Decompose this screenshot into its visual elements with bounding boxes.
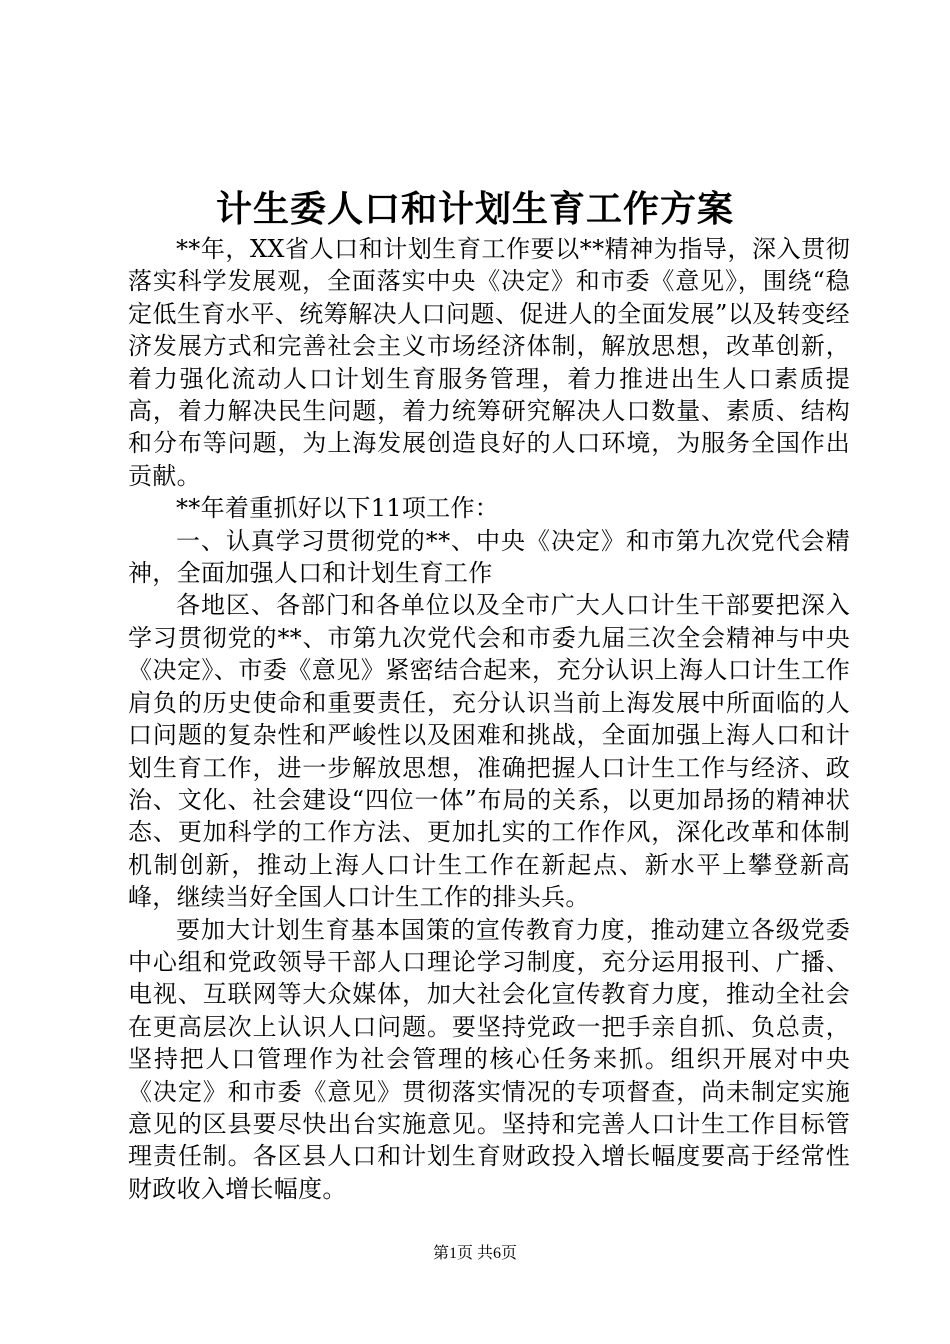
- page-number-footer: 第1页 共6页: [432, 1245, 517, 1262]
- document-title: 计生委人口和计划生育工作方案: [215, 188, 734, 230]
- paragraph-intro: **年，XX省人口和计划生育工作要以**精神为指导，深入贯彻落实科学发展观，全面落实中央《决定》和市委《意见》，围绕“稳定低生育水平、统筹解决人口问题、促进人的全面发展”以及转变经济发展方式和完善社会主义市场经济体制，解放思想，改革创新，着力强化流动人口计划生育服务管理，着力推进出生人口素质提高，着力解决民生问题，着力统筹研究解决人口数量、素质、结构和分布等问题，为上海发展创造良好的人口环境，为服务全国作出贡献。: [128, 235, 850, 490]
- paragraph-section-1-propaganda: 要加大计划生育基本国策的宣传教育力度，推动建立各级党委中心组和党政领导干部人口理论学习制度，充分运用报刊、广播、电视、互联网等大众媒体，加大社会化宣传教育力度，推动全社会在更高层次上认识人口问题。要坚持党政一把手亲自抓、负总责，坚持把人口管理作为社会管理的核心任务来抓。组织开展对中央《决定》和市委《意见》贯彻落实情况的专项督查，尚未制定实施意见的区县要尽快出台实施意见。坚持和完善人口计生工作目标管理责任制。各区县人口和计划生育财政投入增长幅度要高于经常性财政收入增长幅度。: [128, 915, 850, 1203]
- paragraph-section-1-body: 各地区、各部门和各单位以及全市广大人口计生干部要把深入学习贯彻党的**、市第九次党代会和市委九届三次全会精神与中央《决定》、市委《意见》紧密结合起来，充分认识上海人口计生工作肩负的历史使命和重要责任，充分认识当前上海发展中所面临的人口问题的复杂性和严峻性以及困难和挑战，全面加强上海人口和计划生育工作，进一步解放思想，准确把握人口计生工作与经济、政治、文化、社会建设“四位一体”布局的关系，以更加昂扬的精神状态、更加科学的工作方法、更加扎实的工作作风，深化改革和体制机制创新，推动上海人口计生工作在新起点、新水平上攀登新高峰，继续当好全国人口计生工作的排头兵。: [128, 591, 850, 912]
- paragraph-section-heading-1: 一、认真学习贯彻党的**、中央《决定》和市第九次党代会精神，全面加强人口和计划生育工作: [128, 526, 850, 588]
- paragraph-task-count: **年着重抓好以下11项工作：: [176, 494, 500, 523]
- document-body: [128, 233, 850, 1205]
